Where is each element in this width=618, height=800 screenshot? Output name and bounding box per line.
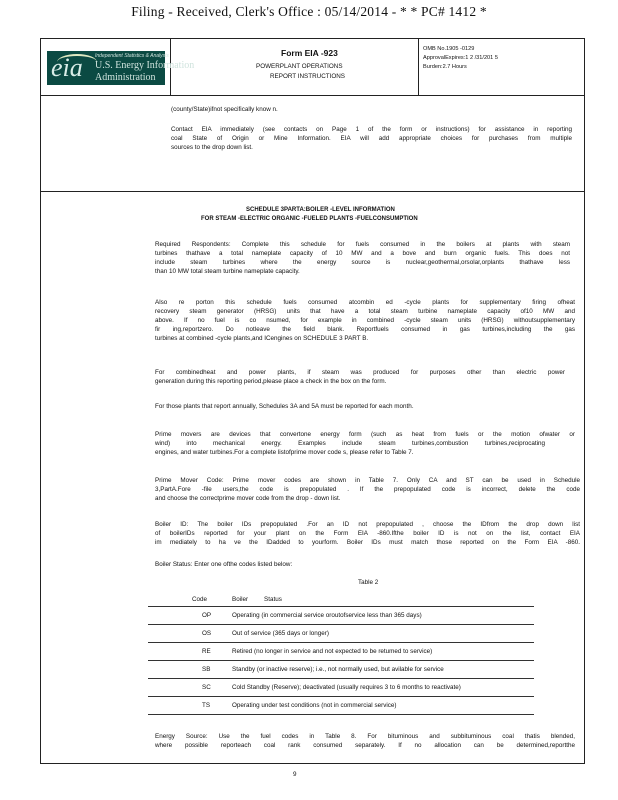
paragraph-line: Required Respondents: Complete this schedule for fuels consumed in the boilers at plants with steam [155,241,570,248]
contact-line: sources to the drop down list. [171,144,253,151]
table-header-row [148,593,534,607]
form-subtitle-2: REPORT INSTRUCTIONS [270,73,345,80]
paragraph-line: above. If no fuel is co nsumed, for example in combined -cycle steam units (HRSG) withoutsupplementary [155,317,575,324]
paragraph-line: Energy Source: Use the fuel codes in Table 8. For bituminous and subbituminous coal thatis blended, [155,733,575,740]
paragraph-line: recovery steam generator (HRSG) units that have a total steam turbine nameplate capacity of10 MW and [155,308,575,315]
table-row [148,607,534,625]
status-description: Out of service (365 days or longer) [232,630,329,637]
logo-tagline: Independent Statistics & Analysis [95,53,169,59]
paragraph-line: generation during this reporting period,please place a check in the box on the form. [155,378,387,385]
section-divider [41,191,584,192]
table-row [148,661,534,679]
paragraph-line: and choose the correctprime mover code from the drop - down list. [155,495,341,502]
status-code: SB [202,666,211,673]
table-row [148,679,534,697]
logo-name-line1: U.S. Energy Information [95,60,195,71]
table-header-code: Code [192,596,208,603]
omb-expiration: ApprovalExpires:1 2 /31/201 5 [423,55,498,61]
header-column-divider [418,39,419,95]
paragraph-line: im mediately to ha ve the IDadded to yourform. Boiler IDs must match those reported on the Form EIA -860. [155,539,580,546]
table-row [148,643,534,661]
form-title: Form EIA -923 [281,48,338,58]
paragraph-line: Also re porton this schedule fuels consumed atcombin ed -cycle plants for supplementary firing ofheat [155,299,575,306]
table-row [148,697,534,715]
contact-line: Contact EIA immediately (see contacts on Page 1 of the form or instructions) for assistance in reporting [171,126,572,133]
omb-burden: Burden:2.7 Hours [423,64,467,70]
county-state-line: (county/State)ifnot specifically know n. [171,106,278,113]
paragraph-line: 3,PartA.Fore -file users,the code is prepopulated . If the prepopulated code is incorrect, delete the code [155,486,580,493]
schedule-title: SCHEDULE 3PARTA:BOILER -LEVEL INFORMATION [246,207,395,213]
boiler-status-intro: Boiler Status: Enter one ofthe codes listed below: [155,561,293,568]
status-description: Cold Standby (Reserve); deactivated (usually requires 3 to 6 months to reactivate) [232,684,461,691]
paragraph-line: where possible reporteach coal rank consumed separately. If no allocation can be determined,reportthe [155,742,575,749]
status-description: Operating under test conditions (not in commercial service) [232,702,397,709]
paragraph-line: Boiler ID: The boiler IDs prepopulated .For an ID not prepopulated , choose the IDfrom the drop down list [155,521,580,528]
paragraph-line: turbines thathave a total nameplate capacity of 10 MW and a bove and burn organic fuels. This does not [155,250,570,257]
status-code: TS [202,702,211,709]
paragraph-line: include steam turbines where the energy source is nuclear,geothermal,orsolar,orplants thathave less [155,259,570,266]
paragraph-line: turbines at combined -cycle plants,and ICengines on SCHEDULE 3 PART B. [155,335,369,342]
paragraph-line: Prime Mover Code: Prime mover codes are shown in Table 7. Only CA and ST can be used in Schedule [155,477,580,484]
form-subtitle-1: POWERPLANT OPERATIONS [256,63,343,70]
status-description: Retired (no longer in service and not expected to be retumed to service) [232,648,433,655]
paragraph-line: fir ing,reportzero. Do notleave the field blank. Reportfuels consumed in gas turbines,including the gas [155,326,575,333]
table-rule [148,714,534,715]
paragraph-line: For combinedheat and power plants, if steam was produced for purposes other than electric power [155,369,565,376]
paragraph-line: than 10 MW total steam turbine nameplate capacity. [155,268,300,275]
status-code: RE [202,648,211,655]
status-code: OP [202,612,212,619]
status-description: Operating (in commercial service oroutofservice less than 365 days) [232,612,422,619]
header-divider [41,95,584,96]
status-code: OS [202,630,212,637]
table-header-boiler: Boiler [232,596,249,603]
paragraph-line: of boilerIDs reported for your plant on the Form EIA -860.Ifthe boiler ID is not on the list, contact EIA [155,530,580,537]
paragraph-annual-reporters: For those plants that report annually, Schedules 3A and 5A must be reported for each month. [155,403,414,410]
status-code: SC [202,684,211,691]
table-caption: Table 2 [358,579,379,586]
omb-number: OMB No.1905 -0129 [423,46,475,52]
paragraph-line: Prime movers are devices that convertone energy form (such as heat from fuels or the motion ofwater or [155,431,575,438]
table-row [148,625,534,643]
contact-line: coal State of Origin or Mine Information. EIA will add appropriate choices for purchases from multiple [171,135,572,142]
table-header-status: Status [264,596,282,603]
filing-stamp-header: Filing - Received, Clerk's Office : 05/14/2014 - * * PC# 1412 * [131,4,487,19]
schedule-subtitle: FOR STEAM -ELECTRIC ORGANIC -FUELED PLANTS -FUELCONSUMPTION [201,216,418,222]
logo-mark: eia [51,53,83,82]
page-number: 9 [293,771,297,778]
status-description: Standby (or inactive reserve); i.e., not normally used, but avilable for service [232,666,444,673]
logo-name-line2: Administration [95,72,156,83]
boiler-status-table [148,593,534,715]
eia-logo [47,51,195,85]
paragraph-line: engines, and water turbines.For a complete listofprime mover code s, please refer to Table 7. [155,449,414,456]
paragraph-line: wind) into mechanical energy. Examples include steam turbines,combustion turbines,reciprocating [155,440,545,447]
